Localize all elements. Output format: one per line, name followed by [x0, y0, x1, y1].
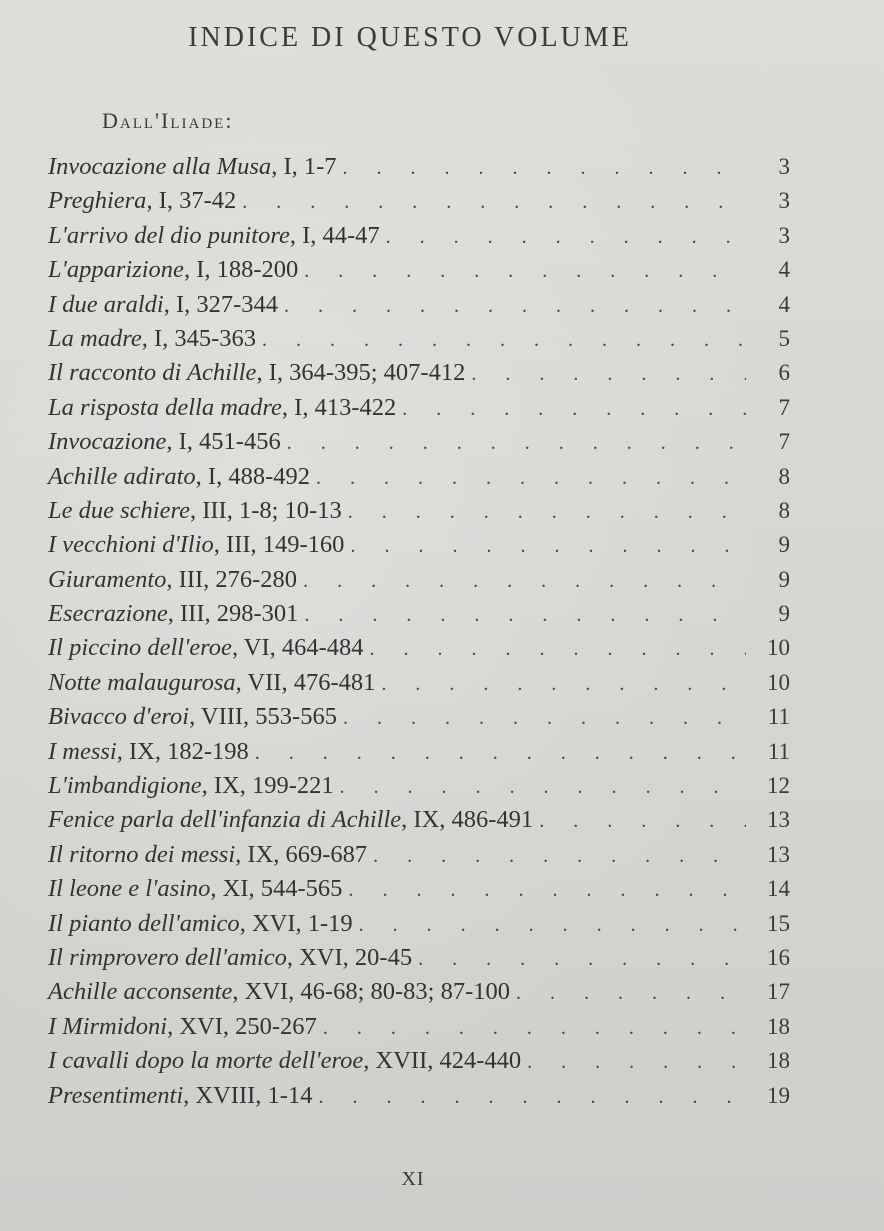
toc-entry-reference: , I, 364-395; 407-412	[256, 359, 466, 387]
toc-page-number: 13	[767, 807, 790, 833]
toc-entry-text	[48, 256, 298, 284]
toc-entry-text	[48, 497, 342, 525]
toc-entry-reference: , I, 327-344	[163, 290, 279, 318]
toc-entry-title: Invocazione	[48, 428, 167, 456]
toc-entry-reference: , IX, 199-221	[201, 772, 334, 800]
toc-entry-title: Il leone e l'asino	[48, 875, 211, 903]
toc-entry-title: Giuramento	[48, 565, 167, 593]
toc-entry	[48, 187, 790, 221]
toc-entry	[48, 841, 790, 875]
toc-entry-title: La madre	[48, 324, 142, 352]
dot-leader	[304, 604, 746, 627]
dot-leader	[242, 191, 746, 214]
toc-page-number: 4	[778, 257, 790, 283]
toc-entry	[48, 703, 790, 737]
toc-entry-text	[48, 463, 310, 491]
toc-entry-reference: , III, 1-8; 10-13	[189, 496, 342, 524]
toc-entry-title: Fenice parla dell'infanzia di Achille	[48, 806, 402, 834]
toc-entry-title: I due araldi	[48, 290, 164, 318]
page-number: XI	[401, 1168, 425, 1190]
dot-leader	[373, 845, 746, 868]
dot-leader	[348, 501, 746, 524]
toc-page-number: 11	[767, 704, 790, 730]
toc-page-number: 5	[778, 325, 790, 351]
dot-leader	[370, 638, 746, 661]
toc-entry-title: Notte malaugurosa	[48, 668, 236, 696]
toc-page-number: 15	[767, 910, 790, 936]
toc-entry-title: Il ritorno dei messi	[48, 840, 236, 868]
toc-page-number: 18	[767, 1013, 790, 1039]
toc-entry-reference: , I, 1-7	[271, 153, 337, 180]
toc-page-number: 17	[767, 979, 790, 1005]
page-title: INDICE DI QUESTO VOLUME	[188, 22, 632, 53]
toc-entry-text	[48, 428, 281, 456]
toc-entry-text	[48, 669, 375, 697]
table-of-contents	[48, 153, 790, 1116]
toc-entry-text	[48, 910, 353, 938]
toc-page-number: 3	[778, 188, 790, 214]
dot-leader	[350, 535, 746, 558]
toc-entry	[48, 772, 790, 806]
toc-page-number: 4	[778, 291, 790, 317]
toc-entry-title: I cavalli dopo la morte dell'eroe	[48, 1047, 364, 1075]
toc-entry	[48, 394, 790, 428]
toc-entry-reference: , I, 451-456	[166, 428, 281, 456]
dot-leader	[284, 295, 746, 318]
toc-entry-reference: , I, 413-422	[281, 393, 397, 421]
toc-entry	[48, 944, 790, 978]
toc-entry	[48, 910, 790, 944]
dot-leader	[343, 157, 746, 180]
toc-entry	[48, 325, 790, 359]
toc-entry-text	[48, 1082, 312, 1110]
toc-entry	[48, 875, 790, 909]
toc-entry-reference: , XVII, 424-440	[363, 1047, 522, 1075]
toc-entry-title: Preghiera	[48, 187, 147, 215]
toc-entry-text	[48, 394, 396, 422]
dot-leader	[303, 570, 746, 593]
toc-entry-title: I vecchioni d'Ilio	[48, 531, 214, 559]
toc-entry-reference: , I, 345-363	[141, 324, 257, 352]
toc-entry-reference: , IX, 486-491	[401, 806, 534, 834]
toc-entry-text	[48, 978, 510, 1006]
dot-leader	[381, 673, 746, 696]
toc-page-number: 3	[778, 222, 790, 248]
toc-entry-reference: , IX, 669-687	[235, 840, 368, 868]
section-heading: Dall'Iliade:	[102, 108, 234, 133]
dot-leader	[287, 432, 746, 455]
toc-page-number: 7	[778, 429, 790, 455]
toc-page-number: 18	[767, 1048, 790, 1074]
toc-page-number: 10	[767, 669, 790, 695]
toc-entry-text	[48, 1047, 521, 1075]
toc-page-number: 9	[778, 532, 790, 558]
toc-entry-reference: , I, 488-492	[195, 462, 310, 490]
toc-page-number: 16	[767, 944, 790, 970]
dot-leader	[304, 260, 746, 283]
toc-entry-text	[48, 738, 249, 766]
toc-entry	[48, 566, 790, 600]
toc-entry-text	[48, 187, 236, 215]
dot-leader	[323, 1017, 746, 1040]
toc-entry	[48, 153, 790, 187]
toc-entry-reference: , I, 44-47	[289, 221, 380, 249]
toc-entry	[48, 634, 790, 668]
toc-entry-title: Achille acconsente	[48, 978, 233, 1006]
toc-entry	[48, 669, 790, 703]
toc-entry-reference: , III, 276-280	[166, 565, 298, 593]
dot-leader	[262, 329, 746, 352]
toc-entry-title: I messi	[48, 737, 117, 765]
toc-entry	[48, 1082, 790, 1116]
toc-entry-text	[48, 772, 334, 800]
toc-entry-title: Invocazione alla Musa	[48, 153, 272, 180]
toc-entry-title: L'arrivo del dio punitore	[48, 221, 290, 249]
toc-entry-title: L'imbandigione	[48, 772, 202, 800]
toc-entry-title: Esecrazione	[48, 600, 168, 628]
dot-leader	[471, 363, 746, 386]
dot-leader	[255, 742, 746, 765]
toc-entry-text	[48, 703, 337, 731]
dot-leader	[539, 810, 746, 833]
dot-leader	[418, 948, 746, 971]
toc-entry-reference: , XVI, 46-68; 80-83; 87-100	[232, 978, 510, 1006]
dot-leader	[340, 776, 746, 799]
toc-page-number: 13	[767, 841, 790, 867]
toc-entry-reference: , XVIII, 1-14	[183, 1081, 313, 1109]
dot-leader	[318, 1086, 746, 1109]
toc-entry-reference: , I, 188-200	[183, 256, 299, 284]
toc-page-number: 9	[778, 601, 790, 627]
toc-entry-text	[48, 1013, 317, 1041]
toc-entry-title: L'apparizione	[48, 256, 184, 284]
toc-entry-title: La risposta della madre	[48, 393, 282, 421]
toc-entry-text	[48, 634, 364, 662]
toc-entry-text	[48, 944, 412, 972]
toc-entry-reference: , VIII, 553-565	[189, 703, 337, 731]
toc-entry-reference: , XI, 544-565	[210, 875, 343, 903]
dot-leader	[402, 398, 746, 421]
toc-entry-text	[48, 566, 297, 594]
toc-entry	[48, 222, 790, 256]
toc-entry	[48, 806, 790, 840]
toc-entry-reference: , III, 298-301	[167, 600, 299, 628]
toc-page-number: 14	[767, 876, 790, 902]
toc-entry-text	[48, 153, 337, 181]
toc-entry-title: Achille adirato	[48, 462, 196, 490]
toc-entry-reference: , VII, 476-481	[235, 668, 376, 696]
dot-leader	[359, 914, 746, 937]
toc-entry-title: Il pianto dell'amico	[48, 909, 240, 937]
toc-page-number: 9	[778, 566, 790, 592]
toc-entry	[48, 978, 790, 1012]
dot-leader	[516, 982, 746, 1005]
toc-entry	[48, 738, 790, 772]
toc-entry-title: Il racconto di Achille	[48, 359, 257, 387]
toc-page-number: 8	[778, 497, 790, 523]
dot-leader	[348, 879, 746, 902]
toc-page-number: 19	[767, 1082, 790, 1108]
toc-entry-title: Il rimprovero dell'amico	[48, 943, 287, 971]
toc-entry-reference: , I, 37-42	[146, 187, 237, 215]
dot-leader	[386, 226, 746, 249]
toc-entry-title: Bivacco d'eroi	[48, 703, 190, 731]
toc-page-number: 8	[778, 463, 790, 489]
toc-entry-text	[48, 325, 256, 353]
dot-leader	[343, 707, 746, 730]
toc-entry-text	[48, 841, 367, 869]
toc-entry-text	[48, 222, 380, 250]
toc-entry-title: Presentimenti	[48, 1081, 184, 1109]
toc-entry	[48, 359, 790, 393]
toc-entry	[48, 1013, 790, 1047]
toc-page-number: 6	[778, 360, 790, 386]
dot-leader	[527, 1051, 746, 1074]
toc-entry-text	[48, 875, 342, 903]
toc-entry-title: I Mirmidoni	[48, 1012, 168, 1040]
toc-page-number: 7	[778, 394, 790, 420]
toc-entry-reference: , XVI, 250-267	[167, 1012, 317, 1040]
toc-entry	[48, 497, 790, 531]
toc-entry-text	[48, 806, 533, 834]
toc-entry-text	[48, 531, 344, 559]
toc-entry	[48, 1047, 790, 1081]
toc-entry	[48, 600, 790, 634]
toc-entry-reference: , XVI, 20-45	[286, 943, 413, 971]
dot-leader	[316, 467, 746, 490]
toc-page-number: 10	[767, 635, 790, 661]
toc-entry-title: Le due schiere	[48, 496, 190, 524]
toc-entry	[48, 291, 790, 325]
toc-entry-reference: , XVI, 1-19	[239, 909, 353, 937]
toc-page-number: 11	[767, 738, 790, 764]
toc-page-number: 12	[767, 773, 790, 799]
toc-page-number: 3	[778, 154, 790, 179]
toc-entry	[48, 428, 790, 462]
toc-entry-reference: , III, 149-160	[213, 531, 345, 559]
toc-entry-reference: , VI, 464-484	[231, 634, 364, 662]
toc-entry-text	[48, 359, 465, 387]
toc-entry-reference: , IX, 182-198	[116, 737, 249, 765]
toc-entry	[48, 531, 790, 565]
toc-entry-text	[48, 600, 298, 628]
toc-entry-text	[48, 291, 278, 319]
toc-entry	[48, 463, 790, 497]
toc-entry	[48, 256, 790, 290]
toc-entry-title: Il piccino dell'eroe	[48, 634, 232, 662]
